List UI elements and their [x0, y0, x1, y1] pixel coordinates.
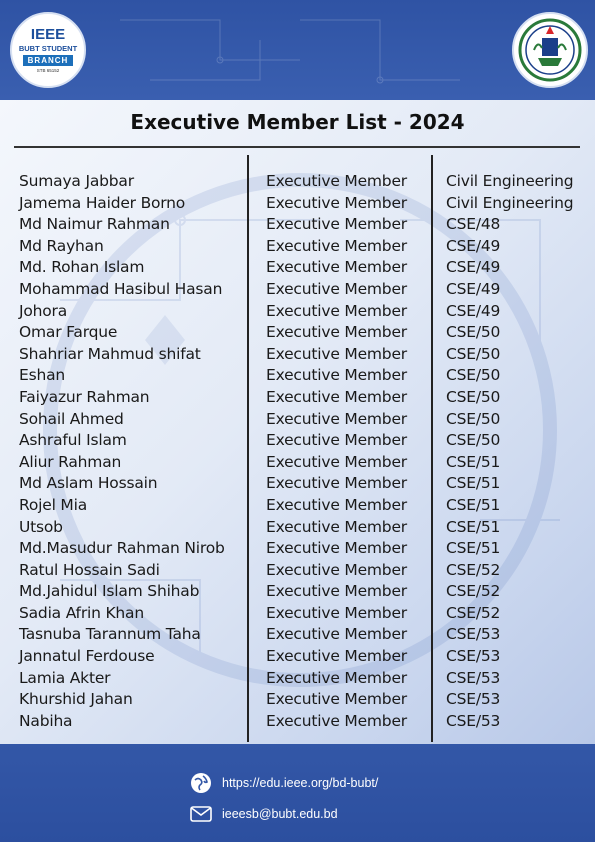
member-department: CSE/49 [446, 301, 501, 320]
member-department: CSE/53 [446, 711, 501, 730]
page-title: Executive Member List - 2024 [130, 110, 465, 134]
member-name: Aliur Rahman [19, 452, 122, 471]
member-position: Executive Member [266, 344, 407, 363]
member-department: CSE/53 [446, 647, 501, 666]
member-row [0, 473, 595, 495]
member-position: Executive Member [266, 215, 407, 234]
member-row [0, 581, 595, 603]
member-position: Executive Member [266, 668, 407, 687]
member-name: Ratul Hossain Sadi [19, 560, 160, 579]
member-department: CSE/49 [446, 236, 501, 255]
member-name: Faiyazur Rahman [19, 387, 150, 406]
member-department: CSE/48 [446, 215, 501, 234]
member-name: Ashraful Islam [19, 431, 127, 450]
member-department: CSE/49 [446, 258, 501, 277]
member-row [0, 322, 595, 344]
member-row [0, 495, 595, 517]
member-department: CSE/51 [446, 539, 501, 558]
member-department: Civil Engineering [446, 193, 574, 212]
member-row [0, 365, 595, 387]
member-name: Tasnuba Tarannum Taha [19, 625, 201, 644]
member-position: Executive Member [266, 236, 407, 255]
member-name: Shahriar Mahmud shifat [19, 344, 201, 363]
globe-icon [190, 772, 212, 794]
member-name: Eshan [19, 366, 66, 385]
member-name: Md.Jahidul Islam Shihab [19, 582, 200, 601]
member-row [0, 387, 595, 409]
logo-student-text: BUBT STUDENT [18, 44, 78, 53]
member-department: CSE/50 [446, 387, 501, 406]
member-name: Utsob [19, 517, 63, 536]
member-position: Executive Member [266, 409, 407, 428]
member-table [0, 171, 595, 732]
website-contact[interactable] [190, 771, 378, 795]
member-position: Executive Member [266, 625, 407, 644]
member-row [0, 538, 595, 560]
member-department: CSE/53 [446, 668, 501, 687]
member-department: CSE/50 [446, 323, 501, 342]
member-name: Khurshid Jahan [19, 690, 133, 709]
email-link[interactable]: ieeesb@bubt.edu.bd [222, 807, 338, 821]
member-name: Md Rayhan [19, 236, 104, 255]
member-row [0, 171, 595, 193]
member-row [0, 646, 595, 668]
member-department: CSE/52 [446, 603, 501, 622]
member-department: CSE/53 [446, 690, 501, 709]
member-name: Nabiha [19, 711, 73, 730]
member-row [0, 603, 595, 625]
member-row [0, 517, 595, 539]
circuit-pattern [0, 0, 595, 100]
member-department: CSE/52 [446, 560, 501, 579]
bubt-crest-icon [512, 12, 588, 88]
member-department: CSE/51 [446, 452, 501, 471]
member-row [0, 689, 595, 711]
member-department: CSE/49 [446, 279, 501, 298]
member-department: CSE/50 [446, 366, 501, 385]
member-position: Executive Member [266, 172, 407, 190]
member-department: CSE/53 [446, 625, 501, 644]
member-name: Omar Farque [19, 323, 118, 342]
member-row [0, 711, 595, 733]
member-name: Md. Rohan Islam [19, 258, 145, 277]
member-row [0, 624, 595, 646]
member-position: Executive Member [266, 474, 407, 493]
member-position: Executive Member [266, 647, 407, 666]
member-name: Md.Masudur Rahman Nirob [19, 539, 225, 558]
member-department: CSE/50 [446, 344, 501, 363]
member-row [0, 430, 595, 452]
member-row [0, 344, 595, 366]
member-position: Executive Member [266, 366, 407, 385]
member-position: Executive Member [266, 517, 407, 536]
member-row [0, 301, 595, 323]
member-name: Sumaya Jabbar [19, 172, 134, 190]
member-position: Executive Member [266, 711, 407, 730]
member-position: Executive Member [266, 603, 407, 622]
logo-branch-text: BRANCH [23, 55, 74, 66]
member-row [0, 257, 595, 279]
member-name: Mohammad Hasibul Hasan [19, 279, 223, 298]
member-position: Executive Member [266, 690, 407, 709]
logo-code-text: STB 65152 [36, 68, 60, 73]
member-position: Executive Member [266, 495, 407, 514]
member-department: CSE/51 [446, 517, 501, 536]
member-name: Rojel Mia [19, 495, 88, 514]
member-position: Executive Member [266, 539, 407, 558]
member-position: Executive Member [266, 193, 407, 212]
member-name: Md Aslam Hossain [19, 474, 158, 493]
member-position: Executive Member [266, 452, 407, 471]
member-department: Civil Engineering [446, 172, 574, 190]
member-position: Executive Member [266, 323, 407, 342]
ieee-branch-logo [10, 12, 86, 88]
member-row [0, 668, 595, 690]
member-department: CSE/50 [446, 431, 501, 450]
member-row [0, 279, 595, 301]
member-position: Executive Member [266, 258, 407, 277]
email-contact[interactable] [190, 802, 338, 826]
member-position: Executive Member [266, 560, 407, 579]
member-name: Jannatul Ferdouse [19, 647, 155, 666]
envelope-icon [190, 803, 212, 825]
member-department: CSE/50 [446, 409, 501, 428]
header-band [0, 0, 595, 100]
title-divider [14, 146, 580, 148]
member-name: Sohail Ahmed [19, 409, 124, 428]
member-row [0, 236, 595, 258]
member-position: Executive Member [266, 582, 407, 601]
footer-band [0, 744, 595, 842]
member-name: Md Naimur Rahman [19, 215, 170, 234]
member-row [0, 452, 595, 474]
logo-ieee-text: IEEE [30, 26, 66, 43]
member-row [0, 193, 595, 215]
member-department: CSE/51 [446, 474, 501, 493]
member-list-panel [0, 100, 595, 744]
member-row [0, 560, 595, 582]
member-department: CSE/51 [446, 495, 501, 514]
member-row [0, 214, 595, 236]
member-position: Executive Member [266, 279, 407, 298]
website-link[interactable]: https://edu.ieee.org/bd-bubt/ [222, 776, 379, 790]
member-position: Executive Member [266, 301, 407, 320]
member-position: Executive Member [266, 431, 407, 450]
member-name: Johora [19, 301, 68, 320]
member-position: Executive Member [266, 387, 407, 406]
member-name: Lamia Akter [19, 668, 111, 687]
member-row [0, 409, 595, 431]
member-name: Sadia Afrin Khan [19, 603, 144, 622]
member-department: CSE/52 [446, 582, 501, 601]
member-name: Jamema Haider Borno [19, 193, 186, 212]
